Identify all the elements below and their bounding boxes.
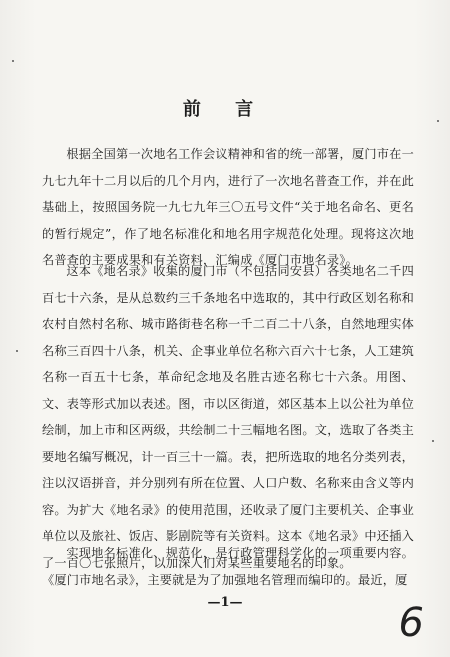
scan-speck: [432, 440, 434, 442]
page-title: 前 言: [182, 99, 268, 120]
scan-speck: [12, 60, 14, 62]
scan-speck: [437, 120, 439, 122]
paragraph-1: 根据全国第一次地名工作会议精神和省的统一部署，厦门市在一九七九年十二月以后的几个月内，进行了一次地名普查工作，并在此基础上，按照国务院一九七九年三〇五号文件“关于地名命名、更名的暂行规定”，作了地名标准化和地名用字规范化处理。现将这次地名普查的主要成果和有关资料，汇编成《厦门市地名录》。: [42, 147, 414, 267]
paragraph-3: 实现地名标准化、规范化，是行政管理科学化的一项重要内容。《厦门市地名录》，主要就是为了加强地名管理而编印的。最近，厦: [42, 546, 414, 587]
page-number: —1—: [207, 595, 243, 610]
handwritten-mark: 6: [398, 600, 424, 646]
paragraph-2: 这本《地名录》收集的厦门市（不包括同安县）各类地名二千四百七十六条，是从总数约三千条地名中选取的，其中行政区划名称和农村自然村名称、城市路街巷名称一千二百二十八条，自然地理实体名称三百四十八条，机关、企事业单位名称六百六十七条，人工建筑名称一百五十七条，革命纪念地及名胜古迹名称七十六条。用图、文、表等形式加以表述。图，市以区街道，郊区基本上以公社为单位绘制，加上市和区两级，共绘制二十三幅地名图。文，选取了各类主要地名编写概况，计一百三十一篇。表，把所选取的地名分类列表，注以汉语拼音，并分别列有所在位置、人口户数、名称来由含义等内容。为扩大《地名录》的使用范围，还收录了厦门主要机关、企事业单位以及旅社、饭店、影剧院等有关资料。这本《地名录》中还插入了一百〇七张照片，以加深人们对某些重要地名的印象。: [42, 264, 414, 570]
scan-speck: [16, 350, 18, 352]
